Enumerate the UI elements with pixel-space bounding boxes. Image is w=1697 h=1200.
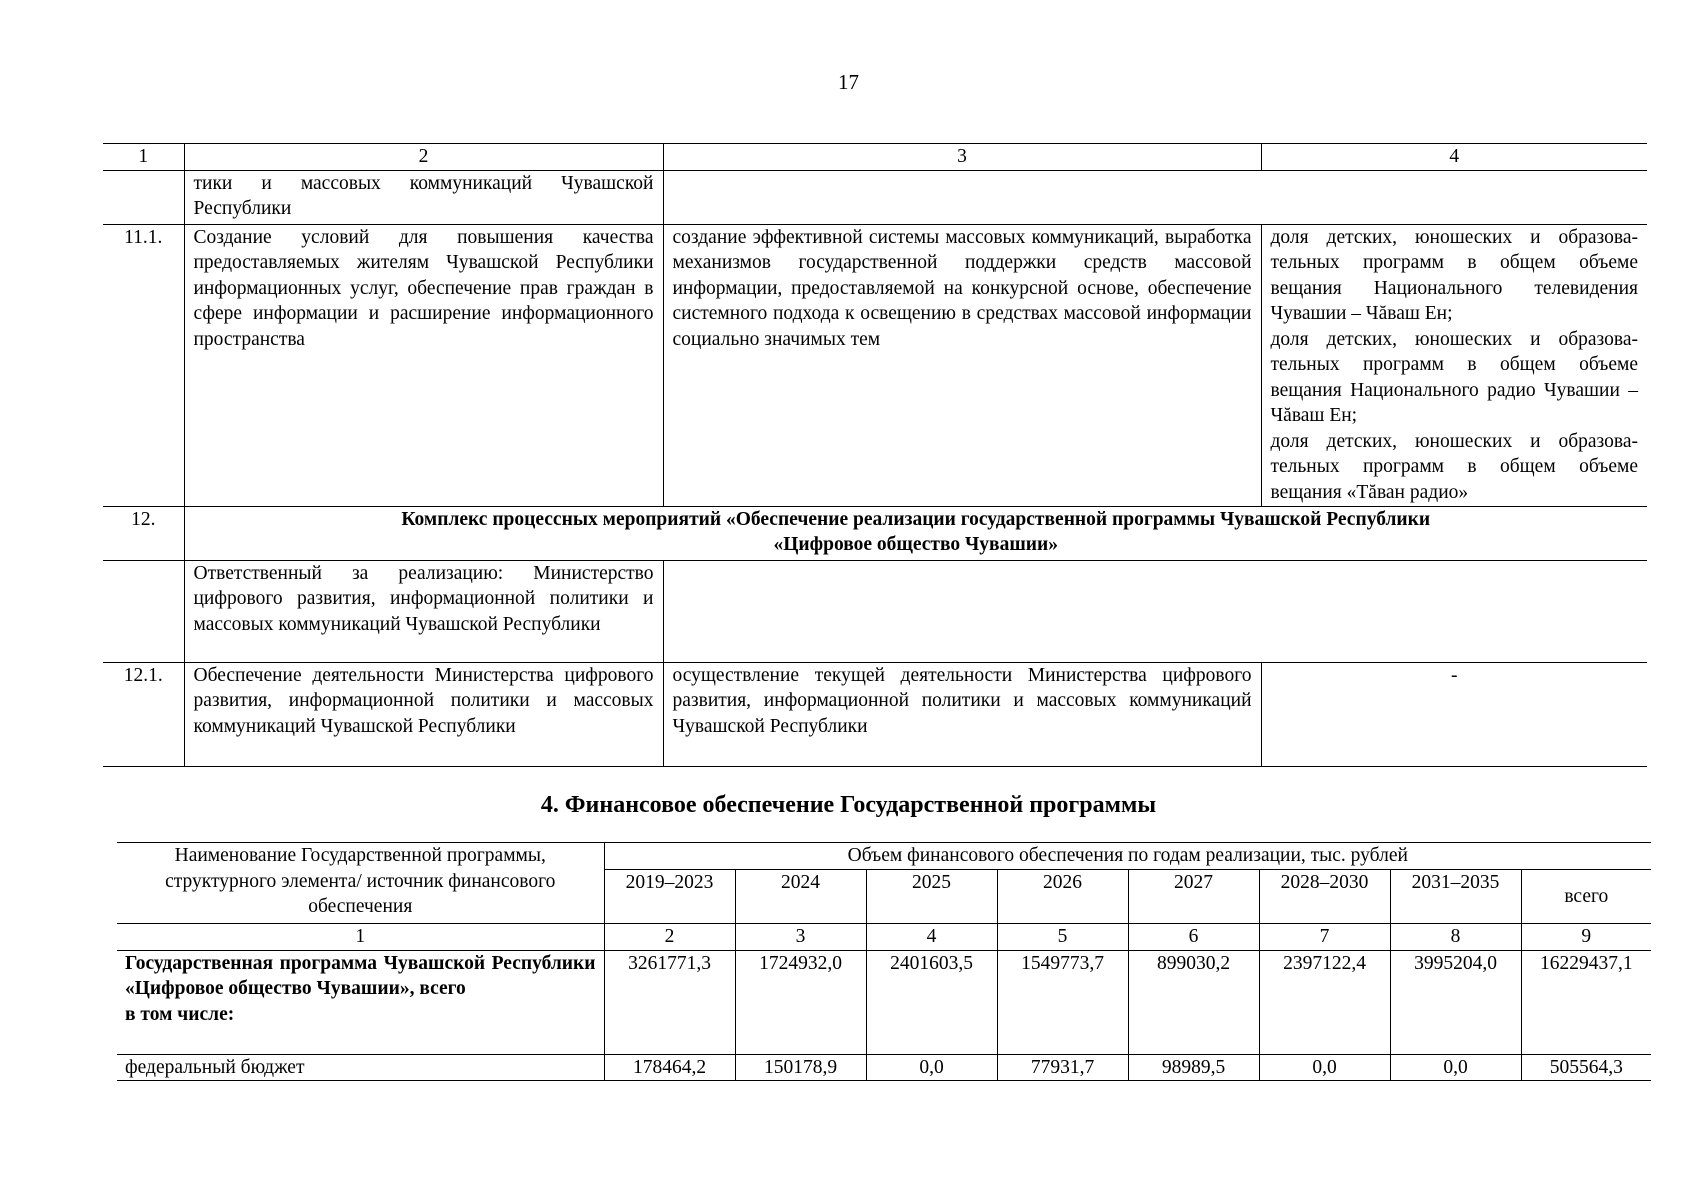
row-number: 12. — [103, 506, 184, 560]
table-header-row — [103, 144, 1647, 171]
header-cell: 2 — [184, 144, 663, 171]
value-cell: 3261771,3 — [604, 950, 735, 1054]
year-header: всего — [1521, 870, 1651, 924]
table-row — [103, 560, 1647, 662]
value-cell: 2397122,4 — [1259, 950, 1390, 1054]
year-header: 2025 — [866, 870, 997, 924]
program-name-cell — [117, 950, 604, 1054]
row-number — [103, 560, 184, 662]
value-cell: 98989,5 — [1128, 1054, 1259, 1081]
description-cell: создание эффективной системы массовых коммуникаций, выработка механизмов государственной поддержки средств массовой информации, предоставляемой на конкурсной основе, обеспечение системного подхода к освещению в средствах массовой информации социально значимых тем — [663, 224, 1261, 506]
value-cell: 178464,2 — [604, 1054, 735, 1081]
header-cell: 4 — [1261, 144, 1647, 171]
column-number: 5 — [997, 924, 1128, 951]
value-cell: 16229437,1 — [1521, 950, 1651, 1054]
complex-heading-cell — [184, 506, 1647, 560]
row-number: 12.1. — [103, 662, 184, 766]
column-number: 3 — [735, 924, 866, 951]
volume-header: Объем финансового обеспечения по годам реализации, тыс. рублей — [604, 843, 1651, 870]
year-header: 2026 — [997, 870, 1128, 924]
year-header: 2024 — [735, 870, 866, 924]
table-row — [117, 1054, 1651, 1081]
activity-cell: тики и массовых коммуникаций Чувашской Республики — [184, 170, 663, 224]
section-title: 4. Финансовое обеспечение Государственной программы — [540, 792, 1157, 818]
column-number: 4 — [866, 924, 997, 951]
value-cell: 2401603,5 — [866, 950, 997, 1054]
value-cell: 0,0 — [1390, 1054, 1521, 1081]
value-cell: 505564,3 — [1521, 1054, 1651, 1081]
responsible-cell: Ответственный за реализацию: Министерство цифрового развития, информационной политики и массовых коммуникаций Чувашской Республики — [184, 560, 663, 662]
empty-cell — [663, 170, 1647, 224]
table-row — [103, 224, 1647, 506]
header-cell: 1 — [103, 144, 184, 171]
value-cell: 0,0 — [866, 1054, 997, 1081]
value-cell: 899030,2 — [1128, 950, 1259, 1054]
table-header-row — [117, 843, 1651, 870]
program-name: Государственная программа Чувашской Республики «Цифровое общество Чувашии», всего — [125, 952, 596, 999]
activity-cell: Обеспечение деятельности Министерства цифрового развития, информационной политики и массовых коммуникаций Чувашской Республики — [184, 662, 663, 766]
program-subnote: в том числе: — [125, 1003, 235, 1025]
row-number: 11.1. — [103, 224, 184, 506]
column-number: 1 — [117, 924, 604, 951]
column-number: 7 — [1259, 924, 1390, 951]
column-number: 9 — [1521, 924, 1651, 951]
complex-heading-line: «Цифровое общество Чувашии» — [773, 534, 1059, 555]
indicator-cell: - — [1261, 662, 1647, 766]
activity-cell: Создание условий для повышения качества предоставляемых жителям Чувашской Республики информационных услуг, обеспечение прав граждан в сфере информации и расширение информационного пространства — [184, 224, 663, 506]
header-cell: 3 — [663, 144, 1261, 171]
year-header: 2027 — [1128, 870, 1259, 924]
table-row — [103, 662, 1647, 766]
name-header: Наименование Государственной программы, структурного элемента/ источник финансового обеспечения — [117, 843, 604, 924]
value-cell: 150178,9 — [735, 1054, 866, 1081]
table-row — [103, 506, 1647, 560]
value-cell: 1724932,0 — [735, 950, 866, 1054]
year-header: 2019–2023 — [604, 870, 735, 924]
financing-table — [117, 842, 1651, 1081]
source-name-cell: федеральный бюджет — [117, 1054, 604, 1081]
column-number: 8 — [1390, 924, 1521, 951]
column-number: 2 — [604, 924, 735, 951]
page-number: 17 — [838, 70, 859, 94]
year-header: 2028–2030 — [1259, 870, 1390, 924]
empty-cell — [663, 560, 1647, 662]
table-row — [117, 950, 1651, 1054]
description-cell: осуществление текущей деятельности Министерства цифрового развития, информационной политики и массовых коммуникаций Чувашской Республики — [663, 662, 1261, 766]
value-cell: 3995204,0 — [1390, 950, 1521, 1054]
table-row — [103, 170, 1647, 224]
activities-table — [103, 143, 1647, 767]
value-cell: 0,0 — [1259, 1054, 1390, 1081]
column-number-row — [117, 924, 1651, 951]
value-cell: 1549773,7 — [997, 950, 1128, 1054]
indicator-cell: доля детских, юношеских и образовательных программ в общем объеме вещания Национального телевидения Чувашии – Чăваш Ен; доля детских, юношеских и образовательных программ в общем объеме вещания Национального радио Чувашии – Чăваш Ен; доля детских, юношеских и образовательных программ в общем объеме вещания «Тăван радио» — [1261, 224, 1647, 506]
row-number — [103, 170, 184, 224]
column-number: 6 — [1128, 924, 1259, 951]
year-header: 2031–2035 — [1390, 870, 1521, 924]
value-cell: 77931,7 — [997, 1054, 1128, 1081]
complex-heading-line: Комплекс процессных мероприятий «Обеспечение реализации государственной программы Чувашской Республики — [401, 508, 1431, 530]
